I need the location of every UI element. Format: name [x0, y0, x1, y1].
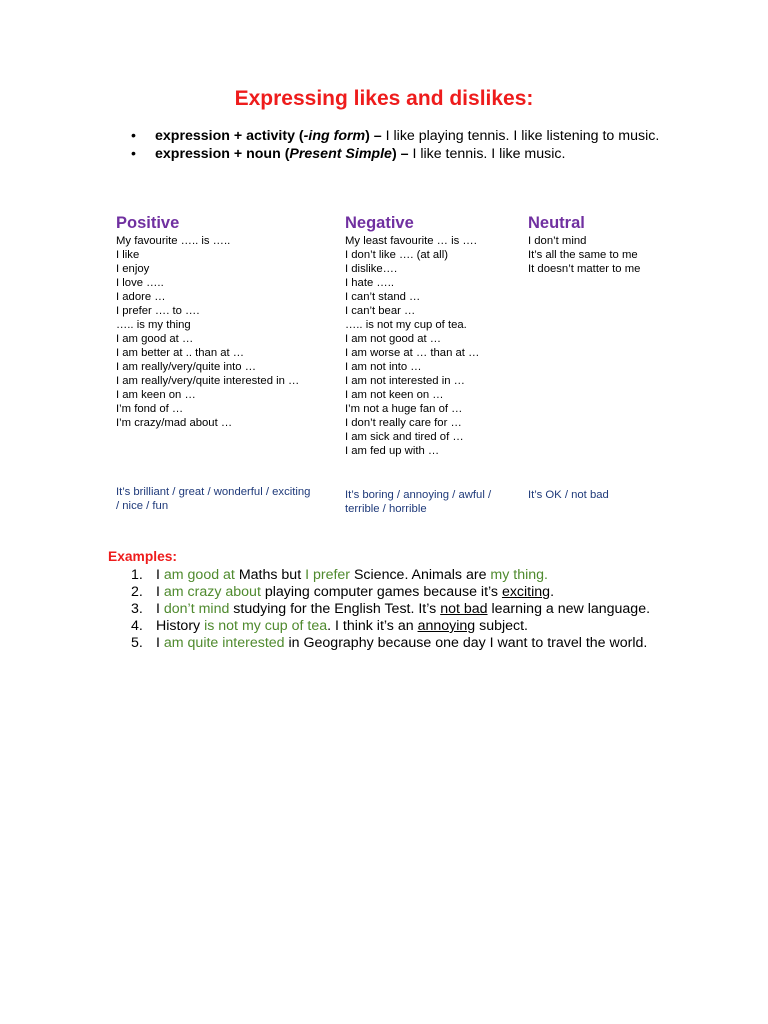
example-number: 4.	[131, 618, 143, 634]
example-text: I	[156, 635, 164, 651]
example-text: in Geography because one day I want to travel the world.	[284, 635, 648, 651]
expression-item: ….. is my thing	[116, 319, 191, 331]
example-highlight: am good at	[163, 567, 235, 583]
positive-expression-list	[116, 234, 336, 430]
example-adjective: not bad	[440, 601, 488, 617]
grammar-rules-list	[131, 128, 691, 164]
expression-item: I am not interested in …	[345, 375, 465, 387]
expression-item: It’s all the same to me	[528, 249, 638, 261]
expression-item: I dislike….	[345, 263, 398, 275]
expression-item: I don’t really care for …	[345, 417, 462, 429]
example-highlight: my thing.	[490, 567, 548, 583]
expression-item: I love …..	[116, 277, 164, 289]
expression-item: It doesn’t matter to me	[528, 263, 641, 275]
example-number: 5.	[131, 635, 143, 651]
neutral-expression-list	[528, 234, 643, 276]
expression-item: I can’t bear …	[345, 305, 416, 317]
expression-item: I’m fond of …	[116, 403, 184, 415]
expression-item: I am fed up with …	[345, 445, 440, 457]
example-highlight: is not my cup of tea	[204, 618, 328, 634]
negative-expression-list	[345, 234, 525, 458]
rule-activity	[131, 128, 691, 145]
rule-italic: Present Simple	[289, 146, 392, 162]
rule-bold-end: ) –	[391, 146, 409, 162]
expression-item: I like	[116, 249, 140, 261]
expression-item: I am not keen on …	[345, 389, 444, 401]
example-number: 1.	[131, 567, 143, 583]
expression-item: I don’t like …. (at all)	[345, 249, 448, 261]
examples-heading: Examples:	[108, 549, 178, 564]
example-text: subject.	[475, 618, 528, 634]
example-highlight: am quite interested	[163, 635, 285, 651]
page-title: Expressing likes and dislikes:	[234, 87, 534, 110]
example-text: studying for the English Test. It’s	[229, 601, 441, 617]
neutral-column	[528, 213, 643, 276]
expression-item: I am not good at …	[345, 333, 442, 345]
example-text: . I think it’s an	[327, 618, 418, 634]
example-number: 2.	[131, 584, 143, 600]
rule-bold-end: ) –	[365, 128, 382, 144]
expression-item: I am good at …	[116, 333, 194, 345]
expression-item: I am worse at … than at …	[345, 347, 480, 359]
negative-adjectives: It’s boring / annoying / awful / terrible / horrible	[345, 489, 492, 515]
rule-noun	[131, 146, 691, 163]
rule-example-text: I like playing tennis. I like listening to music.	[381, 128, 660, 144]
positive-heading: Positive	[116, 214, 180, 232]
example-text: .	[550, 584, 555, 600]
rule-italic: -ing form	[303, 128, 366, 144]
rule-bold-start: expression + noun (	[155, 146, 290, 162]
expression-item: I am sick and tired of …	[345, 431, 464, 443]
neutral-heading: Neutral	[528, 214, 585, 232]
example-highlight: don’t mind	[163, 601, 230, 617]
expression-item: I can’t stand …	[345, 291, 421, 303]
expression-item: I’m not a huge fan of …	[345, 403, 463, 415]
expression-item: I am keen on …	[116, 389, 196, 401]
example-text: Science. Animals are	[350, 567, 491, 583]
expression-item: I enjoy	[116, 263, 150, 275]
example-item	[131, 567, 661, 584]
example-text: I	[156, 601, 164, 617]
expression-item: I am really/very/quite into …	[116, 361, 257, 373]
example-item	[131, 618, 661, 635]
example-text: I	[156, 567, 164, 583]
example-number: 3.	[131, 601, 143, 617]
rule-example-text: I like tennis. I like music.	[408, 146, 566, 162]
example-item	[131, 601, 661, 618]
bullet-icon: •	[131, 128, 136, 144]
example-text: playing computer games because it’s	[260, 584, 502, 600]
example-highlight: I prefer	[305, 567, 351, 583]
negative-column	[345, 213, 525, 458]
expression-item: I adore …	[116, 291, 166, 303]
neutral-adjectives: It’s OK / not bad	[528, 489, 609, 501]
example-text: learning a new language.	[487, 601, 651, 617]
expression-item: I am not into …	[345, 361, 422, 373]
positive-adjectives: It’s brilliant / great / wonderful / exciting / nice / fun	[116, 486, 311, 512]
expression-item: I hate …..	[345, 277, 394, 289]
example-highlight: am crazy about	[163, 584, 261, 600]
expression-item: ….. is not my cup of tea.	[345, 319, 467, 331]
example-item	[131, 635, 661, 652]
example-adjective: exciting	[501, 584, 551, 600]
expression-item: I don’t mind	[528, 235, 587, 247]
negative-heading: Negative	[345, 214, 414, 232]
expression-item: I am better at .. than at …	[116, 347, 245, 359]
expression-item: I prefer …. to ….	[116, 305, 200, 317]
example-item	[131, 584, 661, 601]
example-text: History	[156, 618, 205, 634]
examples-list	[131, 567, 661, 652]
positive-column	[116, 213, 336, 430]
example-text: Maths but	[234, 567, 306, 583]
expression-item: My favourite ….. is …..	[116, 235, 231, 247]
rule-bold-start: expression + activity (	[155, 128, 304, 144]
bullet-icon: •	[131, 146, 136, 162]
example-adjective: annoying	[417, 618, 476, 634]
expression-item: I am really/very/quite interested in …	[116, 375, 300, 387]
expression-item: I’m crazy/mad about …	[116, 417, 233, 429]
example-text: I	[156, 584, 164, 600]
expression-item: My least favourite … is ….	[345, 235, 477, 247]
